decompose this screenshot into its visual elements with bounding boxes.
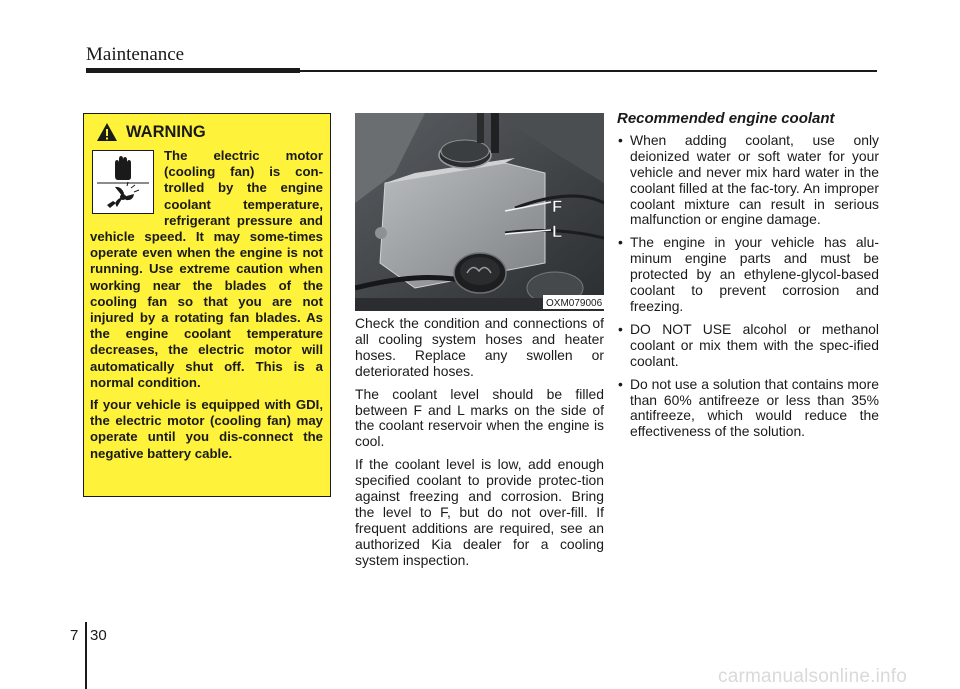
body-paragraph: If the coolant level is low, add enough specified coolant to provide protec-tion against freezing and corrosion. Bring the level to F, but do not over-fill. If frequent additions are required, see an authorized Kia dealer for a cooling system inspection. <box>355 456 604 568</box>
coolant-check-text <box>355 316 604 576</box>
list-item: • When adding coolant, use only deionized water or soft water for your vehicle and never mix hard water in the coolant filled at the fac-tory. An improper coolant mixture can result in serious malfunction or engine damage. <box>617 133 879 228</box>
warning-paragraph: If your vehicle is equipped with GDI, the electric motor (cooling fan) may operate until you dis-connect the negative battery cable. <box>90 397 323 461</box>
warning-triangle-icon <box>96 122 118 142</box>
engine-coolant-reservoir-photo <box>355 113 604 311</box>
list-item: • DO NOT USE alcohol or methanol coolant or mix them with the spec-ified coolant. <box>617 322 879 370</box>
chapter-number: 7 <box>70 627 79 644</box>
watermark: carmanualsonline.info <box>718 666 908 687</box>
footer-divider <box>85 622 87 689</box>
section-title: Recommended engine coolant <box>617 110 835 127</box>
warning-text <box>90 148 323 462</box>
figure-code: OXM079006 <box>546 298 603 309</box>
list-item: • Do not use a solution that contains more than 60% antifreeze or less than 35% antifreeze, which would reduce the effectiveness of the solution. <box>617 377 879 441</box>
recommended-coolant-section <box>617 111 879 447</box>
low-mark-label: L <box>552 222 563 241</box>
page-number: 30 <box>90 627 107 644</box>
warning-title: WARNING <box>126 122 206 141</box>
body-paragraph: Check the condition and connections of all cooling system hoses and heater hoses. Replace any swollen or deteriorated hoses. <box>355 315 604 379</box>
list-item: • The engine in your vehicle has alu-minum engine parts and must be protected by an ethylene-glycol-based coolant to prevent corrosion and freezing. <box>617 235 879 315</box>
running-header-title: Maintenance <box>86 44 185 65</box>
warning-heading <box>96 122 206 142</box>
header-thick-rule <box>86 68 300 73</box>
warning-box <box>83 113 331 497</box>
full-mark-label: F <box>552 197 563 216</box>
warning-paragraph: The electric motor (cooling fan) is con-trolled by the engine coolant temperature, refrigerant pressure and vehicle speed. It may some-times operate even when the engine is not running. Use extreme caution when working near the blades of the cooling fan so that you are not injured by a rotating fan blades. As the engine coolant temperature decreases, the electric motor will automatically shut off. This is a normal condition. <box>90 148 323 390</box>
body-paragraph: The coolant level should be filled between F and L marks on the side of the coolant reservoir when the engine is cool. <box>355 385 604 450</box>
header-thin-rule <box>300 70 877 72</box>
coolant-bullet-list <box>617 133 879 440</box>
